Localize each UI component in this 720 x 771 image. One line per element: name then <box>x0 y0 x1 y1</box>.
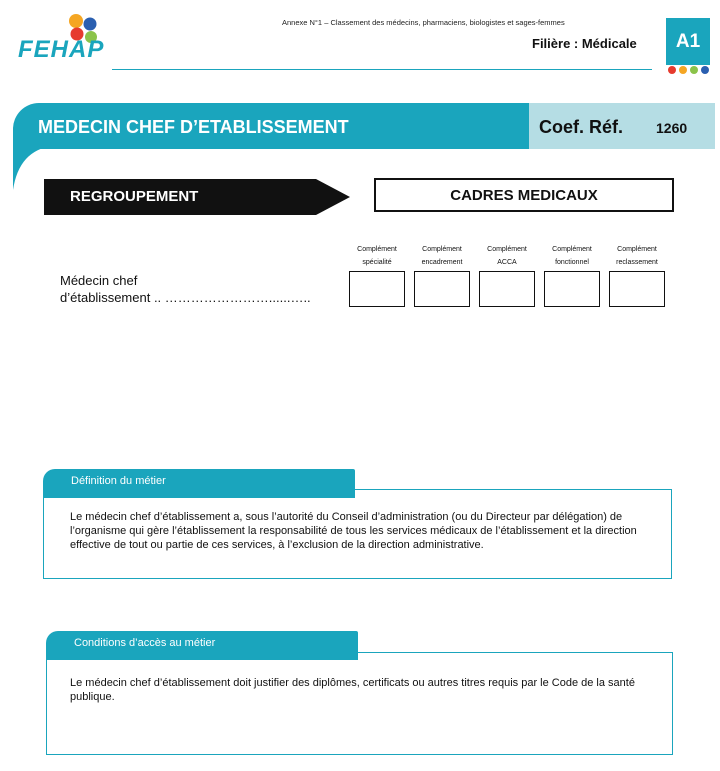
conditions-title: Conditions d’accès au métier <box>74 637 216 649</box>
complement-checkbox[interactable] <box>349 271 405 307</box>
regroupement-label: REGROUPEMENT <box>70 188 199 205</box>
header-divider <box>112 69 652 70</box>
complement-specialite <box>349 243 405 307</box>
job-label-line1: Médecin chef <box>60 273 138 288</box>
annexe-title: Annexe N°1 – Classement des médecins, pharmaciens, biologistes et sages-femmes <box>282 18 565 27</box>
complement-fonctionnel <box>544 243 600 307</box>
category-badge: A1 <box>666 18 710 65</box>
complement-checkbox[interactable] <box>544 271 600 307</box>
coef-label: Coef. Réf. <box>539 117 624 137</box>
page-title: MEDECIN CHEF D’ETABLISSEMENT <box>38 117 349 137</box>
dot-green-icon <box>690 66 698 74</box>
definition-text: Le médecin chef d’établissement a, sous l’autorité du Conseil d’administration (ou du Directeur par délégation) de l’organisme qui gère l’établissement la responsabilité de tous les services médicaux de l’établissement et la direction effective de tout ou partie de ces services, à l’exclusion de la direction administrative. <box>70 511 637 551</box>
job-label <box>60 272 311 306</box>
complement-label: Complément <box>552 246 592 253</box>
job-label-line2: d’établissement .. ……………………......….. <box>60 290 311 305</box>
complement-sublabel: fonctionnel <box>555 259 589 266</box>
complement-checkbox[interactable] <box>479 271 535 307</box>
dot-blue-icon <box>701 66 709 74</box>
coef-value: 1260 <box>656 120 688 136</box>
complement-sublabel: ACCA <box>497 259 517 266</box>
complement-label: Complément <box>487 246 527 253</box>
conditions-header <box>46 631 358 660</box>
filiere-label: Filière : Médicale <box>532 36 637 51</box>
conditions-text: Le médecin chef d’établissement doit justifier des diplômes, certificats ou autres titres requis par le Code de la santé publique. <box>70 677 635 703</box>
dot-orange-icon <box>679 66 687 74</box>
complement-acca <box>479 243 535 307</box>
complement-sublabel: reclassement <box>616 259 658 266</box>
regroupement-value: CADRES MEDICAUX <box>374 178 674 212</box>
dot-red-icon <box>668 66 676 74</box>
definition-header <box>43 469 355 498</box>
complement-reclassement <box>609 243 665 307</box>
complement-sublabel: encadrement <box>421 259 463 266</box>
complement-checkbox[interactable] <box>414 271 470 307</box>
definition-title: Définition du métier <box>71 475 166 487</box>
complement-label: Complément <box>617 246 657 253</box>
color-dots <box>668 66 709 74</box>
complement-label: Complément <box>357 246 397 253</box>
complement-label: Complément <box>422 246 462 253</box>
complement-encadrement <box>414 243 470 307</box>
complement-sublabel: spécialité <box>362 259 392 266</box>
logo-text: FEHAP <box>18 36 105 63</box>
complement-checkbox[interactable] <box>609 271 665 307</box>
